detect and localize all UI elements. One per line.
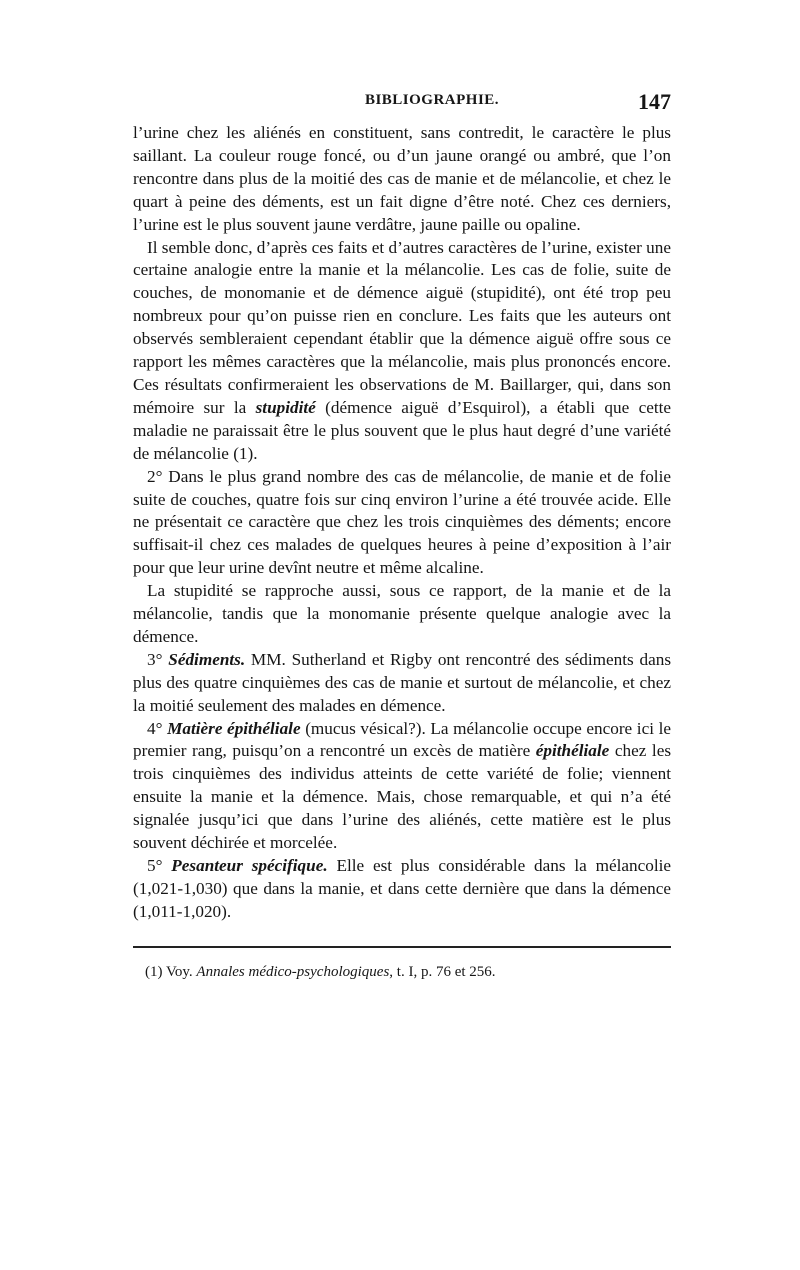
book-page bbox=[133, 89, 672, 982]
paragraph-text: La stupidité se rapproche aussi, sous ce rapport, de la manie et de la mélancolie, tandis que la monomanie présente quelque analogie avec la démence. bbox=[133, 581, 671, 646]
paragraph-text: Elle est plus considérable dans la mélancolie (1,021-1,030) que dans la manie, et dans cette dernière que dans la démence (1,011-1,020). bbox=[133, 856, 671, 921]
paragraph bbox=[133, 649, 671, 718]
italic-term: Pesanteur spécifique. bbox=[171, 856, 328, 875]
paragraph bbox=[133, 580, 671, 649]
running-header bbox=[133, 89, 671, 122]
body-text bbox=[133, 122, 671, 924]
footnote-rule bbox=[133, 946, 671, 948]
footnote bbox=[133, 962, 671, 982]
paragraph bbox=[133, 122, 671, 237]
italic-term: Sédiments. bbox=[168, 649, 246, 669]
paragraph-text: 2° Dans le plus grand nombre des cas de mélancolie, de manie et de folie suite de couches, quatre fois sur cinq environ l’urine a été trouvée acide. Elle ne présentait ce caractère que chez les trois cinquièmes des déments; encore suffisait-il chez ces malades de quelques heures à peine d’exposition à l’air pour que leur urine devînt neutre et même alcaline. bbox=[133, 466, 671, 578]
paragraph bbox=[133, 237, 671, 466]
paragraph-text: chez les trois cinquièmes des individus atteints de cette variété de folie; viennent ensuite la manie et la démence. Mais, chose remarquable, et qui n’a été signalée jusqu’ici que dans l’urine des aliénés, cette matière est le plus souvent déchirée et morcelée. bbox=[133, 741, 672, 853]
paragraph-text: Il semble donc, d’après ces faits et d’autres caractères de l’urine, exister une certaine analogie entre la manie et la mélancolie. Les cas de folie, suite de couches, de monomanie et de démence aiguë (stupidité), ont été trop peu nombreux pour qu’on puisse rien en conclure. Les faits que les auteurs ont observés sembleraient cependant établir que la démence aiguë offre sous ce rapport les mêmes caractères que la mélancolie, mais plus prononcés encore. Ces résultats confirmeraient les observations de M. Baillarger, qui, dans son mémoire sur la bbox=[133, 237, 671, 417]
paragraph bbox=[133, 466, 671, 581]
footnote-journal: Annales médico-psychologiques bbox=[196, 963, 390, 980]
page-number: 147 bbox=[638, 89, 671, 114]
paragraph-text: (démence aiguë d’Esquirol), a établi que cette maladie ne paraissait être le plus souvent que le plus haut degré d’une variété de mélancolie (1). bbox=[133, 397, 672, 463]
italic-term: Matière épithéliale bbox=[167, 718, 301, 738]
italic-term: stupidité bbox=[255, 397, 316, 417]
paragraph bbox=[133, 718, 671, 855]
running-title: BIBLIOGRAPHIE. bbox=[364, 92, 500, 108]
paragraph-text: (mucus vésical?). La mélancolie occupe encore ici le premier rang, puisqu’on a rencontré un excès de matière bbox=[133, 718, 671, 761]
paragraph-text: 5° bbox=[147, 856, 172, 875]
footnote-marker: (1) Voy. bbox=[145, 963, 197, 980]
paragraph bbox=[133, 855, 671, 924]
paragraph-text: MM. Sutherland et Rigby ont rencontré des sédiments dans plus des quatre cinquièmes des cas de manie et surtout de mélancolie, et chez la moitié seulement des malades en démence. bbox=[133, 649, 672, 715]
paragraph-text: l’urine chez les aliénés en constituent, sans contredit, le caractère le plus saillant. La couleur rouge foncé, ou d’un jaune orangé ou ambré, que l’on rencontre dans plus de la moitié des cas de manie et de mélancolie, et chez le quart à peine des déments, est un fait digne d’être noté. Chez ces derniers, l’urine est le plus souvent jaune verdâtre, jaune paille ou opaline. bbox=[133, 123, 671, 234]
paragraph-text: 4° bbox=[147, 718, 168, 738]
footnote-reference: , t. I, p. 76 et 256. bbox=[389, 963, 496, 980]
italic-term: épithéliale bbox=[535, 741, 610, 761]
paragraph-text: 3° bbox=[147, 649, 169, 669]
